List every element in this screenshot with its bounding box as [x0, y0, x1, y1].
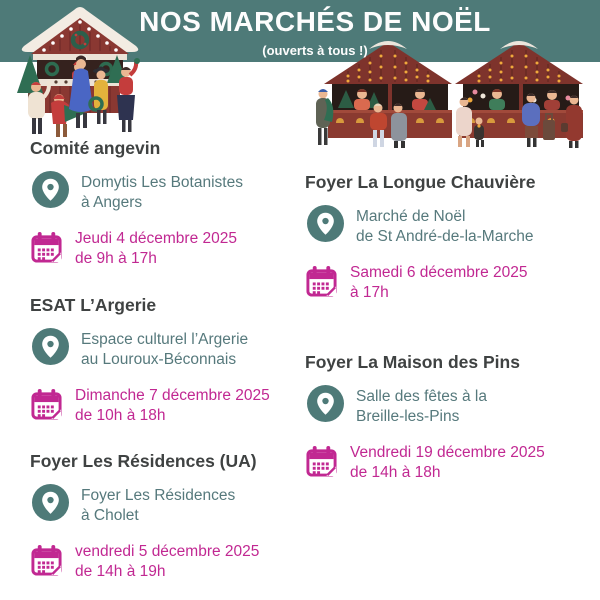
location-pin-icon: [32, 171, 69, 213]
calendar-icon: [30, 231, 63, 269]
calendar-icon: [30, 544, 63, 582]
location-text: Espace culturel l’Argerie au Louroux-Béconnais: [81, 331, 249, 369]
location-row: [305, 205, 590, 248]
date-row: [305, 263, 590, 304]
calendar-icon: [30, 388, 63, 426]
date-text: Vendredi 19 décembre 2025 de 14h à 18h: [350, 443, 545, 482]
location-text: Salle des fêtes à la Breille-les-Pins: [356, 388, 487, 426]
event-title: Comité angevin: [30, 138, 161, 158]
location-row: [30, 171, 315, 214]
location-row: [30, 328, 315, 371]
date-row: [30, 229, 315, 270]
event-card-comite-angevin: [30, 138, 315, 270]
date-row: [305, 443, 590, 484]
location-text: Foyer Les Résidences à Cholet: [81, 487, 236, 525]
event-title: Foyer Les Résidences (UA): [30, 451, 257, 471]
event-card-esat-argerie: [30, 295, 315, 427]
location-text: Marché de Noël de St André-de-la-Marche: [356, 208, 534, 246]
location-pin-icon: [307, 205, 344, 247]
location-pin-icon: [307, 385, 344, 427]
date-text: Dimanche 7 décembre 2025 de 10h à 18h: [75, 386, 270, 425]
event-card-maison-des-pins: [305, 352, 590, 484]
location-row: [305, 385, 590, 428]
calendar-icon: [305, 265, 338, 303]
date-row: [30, 542, 315, 583]
event-card-longue-chauviere: [305, 172, 590, 304]
page-title: NOS MARCHÉS DE NOËL: [139, 6, 491, 37]
location-pin-icon: [32, 484, 69, 526]
page-subtitle: (ouverts à tous !): [262, 42, 368, 58]
date-text: Samedi 6 décembre 2025 à 17h: [350, 263, 528, 302]
location-text: Domytis Les Botanistes à Angers: [81, 174, 243, 212]
header-titles: [110, 7, 520, 58]
location-row: [30, 484, 315, 527]
event-title: Foyer La Maison des Pins: [305, 352, 520, 372]
event-card-foyer-residences: [30, 451, 315, 583]
date-row: [30, 386, 315, 427]
location-pin-icon: [32, 328, 69, 370]
event-title: ESAT L’Argerie: [30, 295, 157, 315]
date-text: vendredi 5 décembre 2025 de 14h à 19h: [75, 542, 260, 581]
event-title: Foyer La Longue Chauvière: [305, 172, 536, 192]
calendar-icon: [305, 445, 338, 483]
date-text: Jeudi 4 décembre 2025 de 9h à 17h: [75, 229, 238, 268]
